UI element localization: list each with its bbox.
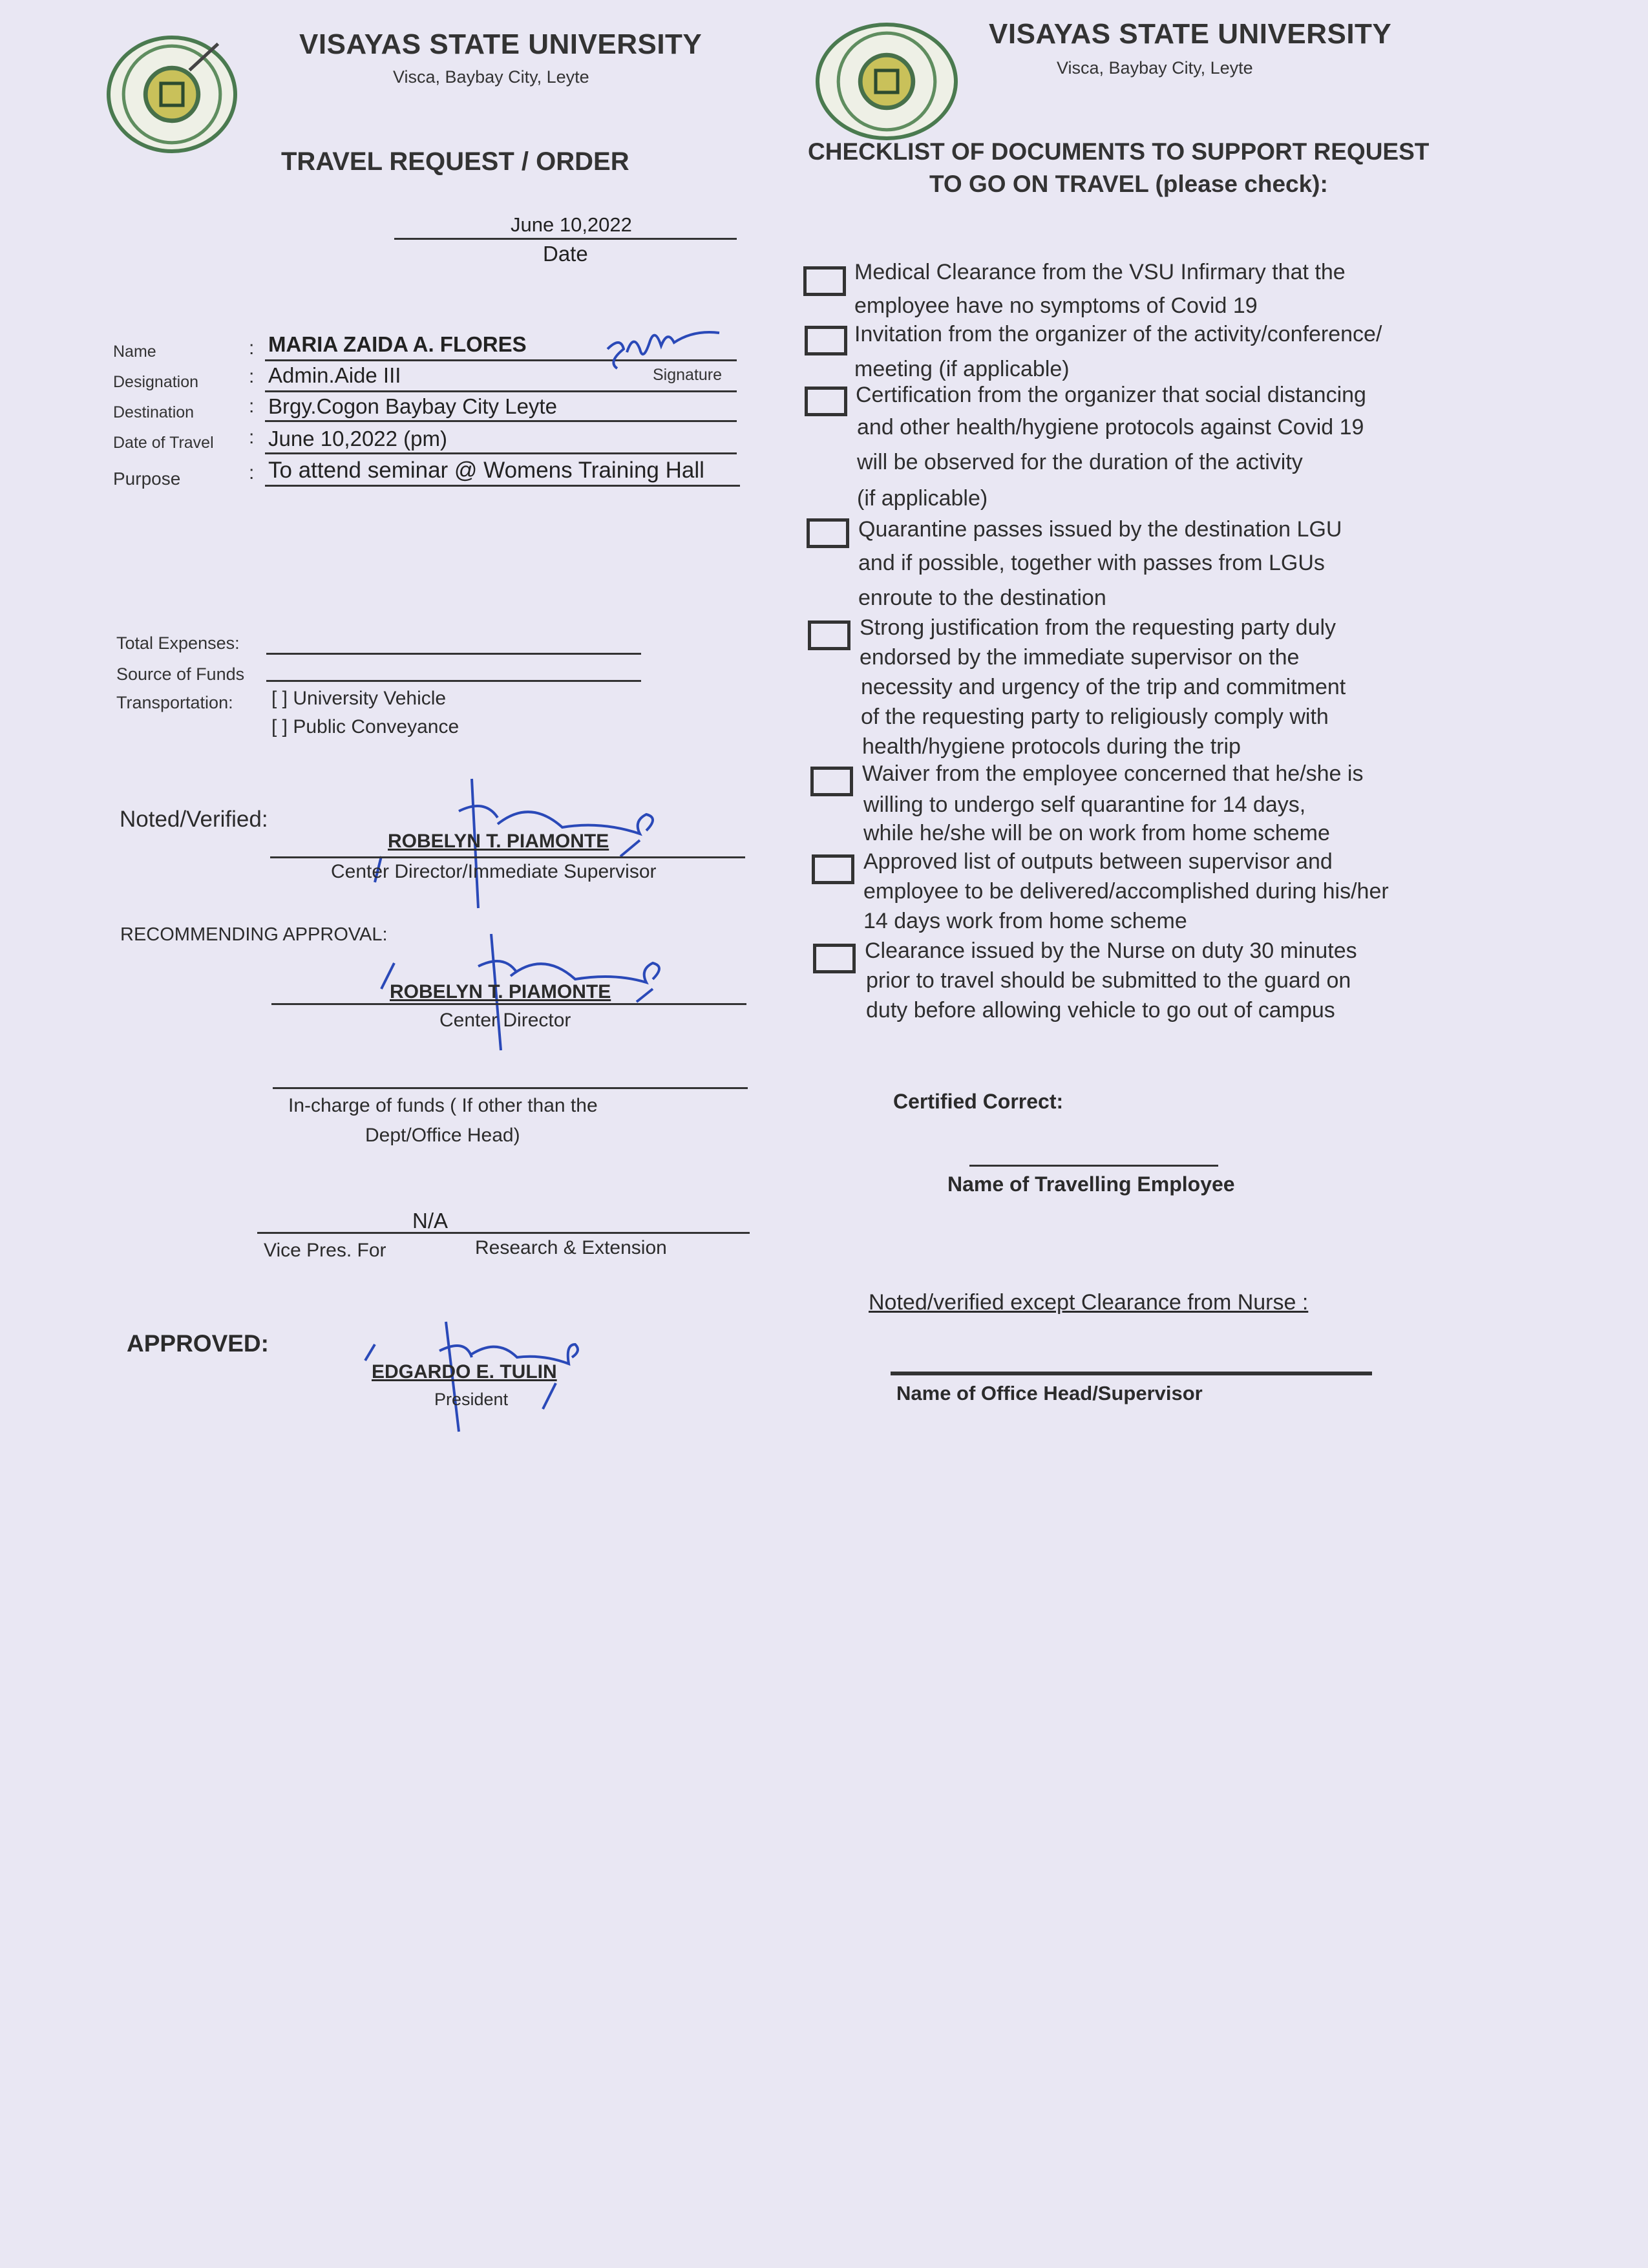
seal-emblem-icon: [819, 26, 954, 136]
seal-emblem-icon: [111, 39, 233, 149]
certified-correct-label: Certified Correct:: [893, 1090, 1064, 1113]
checkbox-medical-clearance[interactable]: [803, 266, 846, 296]
university-name-right: VISAYAS STATE UNIVERSITY: [989, 18, 1392, 50]
office-head-underline: [891, 1372, 1372, 1375]
incharge-label-line1: In-charge of funds ( If other than the: [288, 1095, 598, 1116]
item-nurse-line2: prior to travel should be submitted to the guard on: [866, 968, 1351, 993]
recommending-title: Center Director: [439, 1010, 571, 1031]
item-certification-line4: (if applicable): [857, 486, 988, 511]
checkbox-waiver[interactable]: [810, 767, 853, 796]
checkbox-approved-outputs[interactable]: [812, 854, 854, 884]
item-justification-line2: endorsed by the immediate supervisor on the: [860, 645, 1300, 670]
checkbox-invitation[interactable]: [805, 326, 847, 355]
name-label: Name: [113, 343, 156, 361]
designation-label: Designation: [113, 373, 199, 391]
item-medical-line1: Medical Clearance from the VSU Infirmary that the: [854, 260, 1346, 284]
recommending-name: ROBELYN T. PIAMONTE: [390, 981, 611, 1002]
noted-title: Center Director/Immediate Supervisor: [331, 861, 657, 882]
noted-name: ROBELYN T. PIAMONTE: [388, 831, 609, 852]
date-value: June 10,2022: [511, 213, 632, 236]
designation-underline: [265, 390, 737, 392]
designation-colon: :: [249, 366, 255, 387]
item-outputs-line3: 14 days work from home scheme: [863, 909, 1187, 933]
date-label: Date: [543, 242, 588, 266]
checklist-title-line2: TO GO ON TRAVEL (please check):: [929, 171, 1328, 197]
destination-underline: [265, 420, 737, 422]
transport-option-university-vehicle: [ ] University Vehicle: [271, 688, 447, 709]
date-of-travel-colon: :: [249, 427, 255, 448]
incharge-underline: [273, 1087, 748, 1089]
checklist-title-line1: CHECKLIST OF DOCUMENTS TO SUPPORT REQUEST: [808, 138, 1430, 165]
signature-label: Signature: [653, 366, 723, 384]
checkbox-nurse-clearance[interactable]: [813, 944, 856, 973]
noted-underline: [270, 856, 745, 858]
date-of-travel-label: Date of Travel: [113, 434, 214, 452]
name-value: MARIA ZAIDA A. FLORES: [268, 332, 527, 356]
checkbox-strong-justification[interactable]: [808, 620, 850, 650]
office-head-label: Name of Office Head/Supervisor: [896, 1382, 1203, 1404]
item-waiver-line1: Waiver from the employee concerned that he/she is: [862, 761, 1364, 786]
item-outputs-line2: employee to be delivered/accomplished during his/her: [863, 879, 1389, 904]
item-invitation-line1: Invitation from the organizer of the activity/conference/: [854, 322, 1382, 346]
incharge-label-line2: Dept/Office Head): [365, 1125, 520, 1146]
approved-label: APPROVED:: [127, 1330, 269, 1357]
total-expenses-label: Total Expenses:: [116, 633, 240, 653]
purpose-value: To attend seminar @ Womens Training Hall: [268, 458, 704, 483]
travelling-employee-underline: [969, 1165, 1218, 1167]
date-of-travel-value: June 10,2022 (pm): [268, 427, 448, 450]
item-justification-line4: of the requesting party to religiously comply with: [861, 705, 1329, 729]
approved-name: EDGARDO E. TULIN: [372, 1361, 557, 1383]
destination-value: Brgy.Cogon Baybay City Leyte: [268, 394, 557, 418]
university-name-left: VISAYAS STATE UNIVERSITY: [299, 28, 703, 60]
form-title: TRAVEL REQUEST / ORDER: [281, 147, 629, 176]
item-medical-line2: employee have no symptoms of Covid 19: [854, 293, 1258, 318]
noted-except-nurse-label: Noted/verified except Clearance from Nurse :: [869, 1290, 1309, 1315]
university-seal-left: [107, 36, 237, 153]
recommending-approval-label: RECOMMENDING APPROVAL:: [120, 924, 388, 945]
university-seal-right: [816, 23, 958, 140]
item-nurse-line1: Clearance issued by the Nurse on duty 30 minutes: [865, 938, 1357, 963]
item-justification-line1: Strong justification from the requesting party duly: [860, 615, 1336, 640]
item-certification-line2: and other health/hygiene protocols against Covid 19: [857, 415, 1364, 440]
transportation-label: Transportation:: [116, 693, 233, 712]
transport-option-public-conveyance: [ ] Public Conveyance: [271, 716, 460, 737]
item-certification-line3: will be observed for the duration of the activity: [857, 450, 1303, 474]
name-colon: :: [249, 337, 255, 359]
item-invitation-line2: meeting (if applicable): [854, 357, 1070, 381]
item-outputs-line1: Approved list of outputs between supervisor and: [863, 849, 1333, 874]
date-underline: [394, 238, 737, 240]
item-nurse-line3: duty before allowing vehicle to go out of campus: [866, 998, 1335, 1023]
purpose-underline: [265, 485, 740, 487]
item-justification-line3: necessity and urgency of the trip and commitment: [861, 675, 1346, 699]
university-address-left: Visca, Baybay City, Leyte: [393, 67, 589, 87]
item-quarantine-line2: and if possible, together with passes from LGUs: [858, 551, 1325, 575]
vp-value: N/A: [412, 1209, 449, 1233]
date-of-travel-underline: [265, 452, 737, 454]
item-certification-line1: Certification from the organizer that social distancing: [856, 383, 1366, 407]
total-expenses-underline: [266, 653, 641, 655]
purpose-label: Purpose: [113, 469, 181, 489]
purpose-colon: :: [249, 462, 255, 483]
item-justification-line5: health/hygiene protocols during the trip: [862, 734, 1241, 759]
designation-value: Admin.Aide III: [268, 363, 401, 387]
university-address-right: Visca, Baybay City, Leyte: [1057, 58, 1253, 78]
destination-colon: :: [249, 396, 255, 417]
source-of-funds-label: Source of Funds: [116, 664, 245, 684]
vp-label-a: Vice Pres. For: [264, 1240, 386, 1261]
checkbox-certification[interactable]: [805, 387, 847, 416]
item-waiver-line3: while he/she will be on work from home scheme: [863, 821, 1330, 845]
travelling-employee-label: Name of Travelling Employee: [947, 1172, 1235, 1196]
recommending-underline: [271, 1003, 746, 1005]
vp-label-b: Research & Extension: [475, 1237, 667, 1258]
vp-underline: [257, 1232, 750, 1234]
item-quarantine-line1: Quarantine passes issued by the destination LGU: [858, 517, 1342, 542]
noted-verified-label: Noted/Verified:: [120, 807, 268, 832]
item-waiver-line2: willing to undergo self quarantine for 14 days,: [863, 792, 1306, 817]
checkbox-quarantine-passes[interactable]: [807, 518, 849, 548]
source-of-funds-underline: [266, 680, 641, 682]
item-quarantine-line3: enroute to the destination: [858, 586, 1106, 610]
destination-label: Destination: [113, 403, 195, 421]
approved-title: President: [434, 1390, 509, 1409]
